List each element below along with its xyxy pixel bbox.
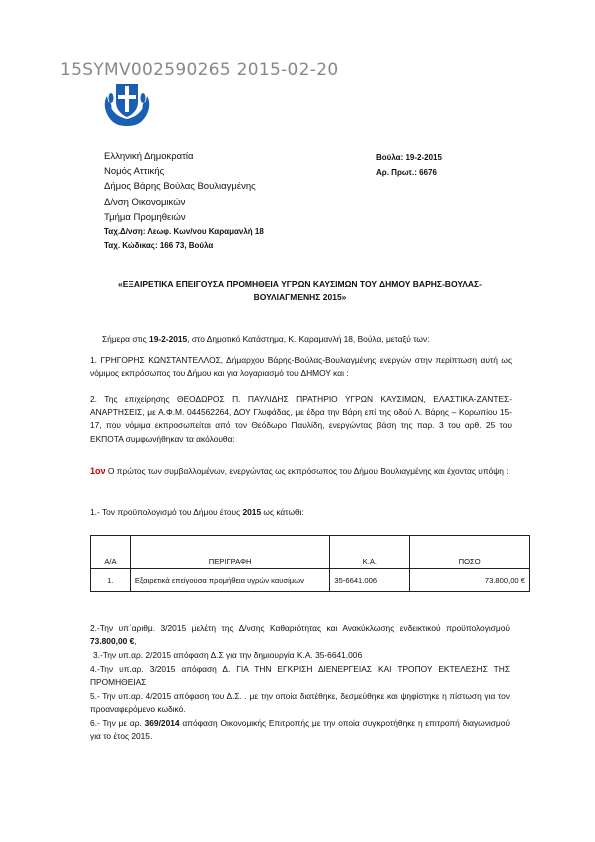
greek-emblem-icon [101, 76, 153, 128]
budget-text: ως κάτωθι: [261, 507, 304, 517]
table-header: Κ.Α. [330, 536, 410, 569]
intro-paragraph [102, 333, 522, 346]
budget-text: 1.- Τον προϋπολογισμό του Δήμου έτους [90, 507, 243, 517]
sender-block [104, 149, 264, 253]
document-title [90, 278, 510, 304]
budget-intro [90, 506, 512, 519]
budget-year: 2015 [242, 507, 262, 517]
title-line: ΒΟΥΛΙΑΓΜΕΝΗΣ 2015» [253, 292, 347, 302]
list-item: 3.-Την υπ.αρ. 2/2015 απόφαση Δ.Σ για την δημιουργία Κ.Α. 35-6641.006 [93, 650, 363, 660]
protocol-number: Αρ. Πρωτ.: 6676 [376, 168, 437, 177]
list-decision-number: 369/2014 [144, 718, 180, 728]
table-cell: 1. [91, 569, 131, 592]
table-header-row [91, 536, 530, 569]
address-line: Ταχ.Δ/νση: Λεωφ. Κων/νου Καραμανλή 18 [104, 227, 264, 237]
table-row [91, 569, 530, 592]
party-two-paragraph: 2. Της επιχείρησης ΘΕΟΔΩΡΟΣ Π. ΠΑΥΛΙΔΗΣ ΠΡΑΤΗΡΙΟ ΥΓΡΩΝ ΚΑΥΣΙΜΩΝ, ΕΛΑΣΤΙΚΑ-ΖΑΝΤΕΣ-ΑΝΑΡΤΗΣΕΙΣ, με Α.Φ.Μ. 044562264, ΔΟΥ Γλυφάδας, με έδρα την Βάρη επί της οδού Λ. Βάρης – Κορωπίου 15-17, που νόμιμα εκπροσωπείται από τον Θεόδωρο Παυλίδη, ενεργώντας βάση της παρ. 3 του αρθ. 25 του ΕΚΠΟΤΑ συμφωνήθηκαν τα ακόλουθα: [90, 394, 512, 444]
header-line: Τμήμα Προμηθειών [104, 211, 186, 223]
list-text: απόφαση Οικονομικής Επιτροπής με την οποία συγκροτήθηκε η επιτροπή διαγωνισμού για το έτος 2015. [90, 718, 510, 742]
intro-date: 19-2-2015 [149, 334, 188, 344]
document-watermark: 15SYMV002590265 2015-02-20 [60, 60, 339, 80]
list-text: 6.- Την με αρ. [90, 718, 145, 728]
clause-text: Ο πρώτος των συμβαλλομένων, ενεργώντας ως εκπρόσωπος του Δήμου Βουλιαγμένης και έχοντας υπόψη : [105, 466, 509, 476]
document-date: Βούλα: 19-2-2015 [376, 153, 442, 162]
table-cell: 35-6641.006 [330, 569, 410, 592]
intro-text: Σήμερα στις [102, 334, 150, 344]
party-one-paragraph: 1. ΓΡΗΓΟΡΗΣ ΚΩΝΣΤΑΝΤΕΛΛΟΣ, Δήμαρχου Βάρης-Βούλας-Βουλιαγμένης ενεργών στην περίπτωση αυτή ως νόμιμος εκπρόσωπος του Δήμου και για λογαριασμό του ΔΗΜΟΥ και : [90, 355, 512, 379]
first-clause-paragraph [90, 465, 512, 478]
postal-line: Ταχ. Κώδικας: 166 73, Βούλα [104, 241, 214, 251]
table-cell: 73.800,00 € [410, 569, 530, 592]
intro-text: , στο Δημοτικό Κατάστημα, Κ. Καραμανλή 18, Βούλα, μεταξύ των: [187, 334, 430, 344]
header-line: Νομός Αττικής [104, 166, 165, 178]
list-amount: 73.800,00 € [90, 636, 135, 647]
list-item: 5.- Την υπ.αρ. 4/2015 απόφαση του Δ.Σ. . με την οποία διατέθηκε, δεσμεύθηκε και ψηφίστηκε η πίστωση για τον προαναφερόμενο κωδικό. [90, 691, 510, 715]
list-item: 4.-Την υπ.αρ. 3/2015 απόφαση Δ. ΓΙΑ ΤΗΝ ΕΓΚΡΙΣΗ ΔΙΕΝΕΡΓΕΙΑΣ ΚΑΙ ΤΡΟΠΟΥ ΕΚΤΕΛΕΣΗΣ ΤΗΣ ΠΡΟΜΗΘΕΙΑΣ [90, 664, 510, 688]
header-line: Ελληνική Δημοκρατία [104, 151, 194, 162]
clause-marker: 1ον [90, 466, 106, 476]
reference-block [376, 150, 442, 180]
table-header: Α/Α [91, 536, 131, 569]
header-line: Δήμος Βάρης Βούλας Βουλιαγμένης [104, 181, 256, 193]
title-line: «ΕΞΑΙΡΕΤΙΚΑ ΕΠΕΙΓΟΥΣΑ ΠΡΟΜΗΘΕΙΑ ΥΓΡΩΝ ΚΑΥΣΙΜΩΝ ΤΟΥ ΔΗΜΟΥ ΒΑΡΗΣ-ΒΟΥΛΑΣ- [118, 279, 482, 289]
list-item [90, 717, 510, 743]
table-cell: Εξαιρετικά επείγουσα προμήθεια υγρών καυσίμων [130, 569, 329, 592]
list-text: , [134, 636, 137, 647]
table-header: ΠΕΡΙΓΡΑΦΗ [130, 536, 329, 569]
list-text: 2.-Την υπ΄αριθμ. 3/2015 μελέτη της Δ/νσης Καθαριότητας και Ανακύκλωσης ενδεικτικού προϋπολογισμού [90, 623, 510, 633]
list-item [90, 622, 510, 648]
header-line: Δ/νση Οικονομικών [104, 196, 186, 208]
budget-table [90, 535, 530, 592]
table-header: ΠΟΣΟ [410, 536, 530, 569]
